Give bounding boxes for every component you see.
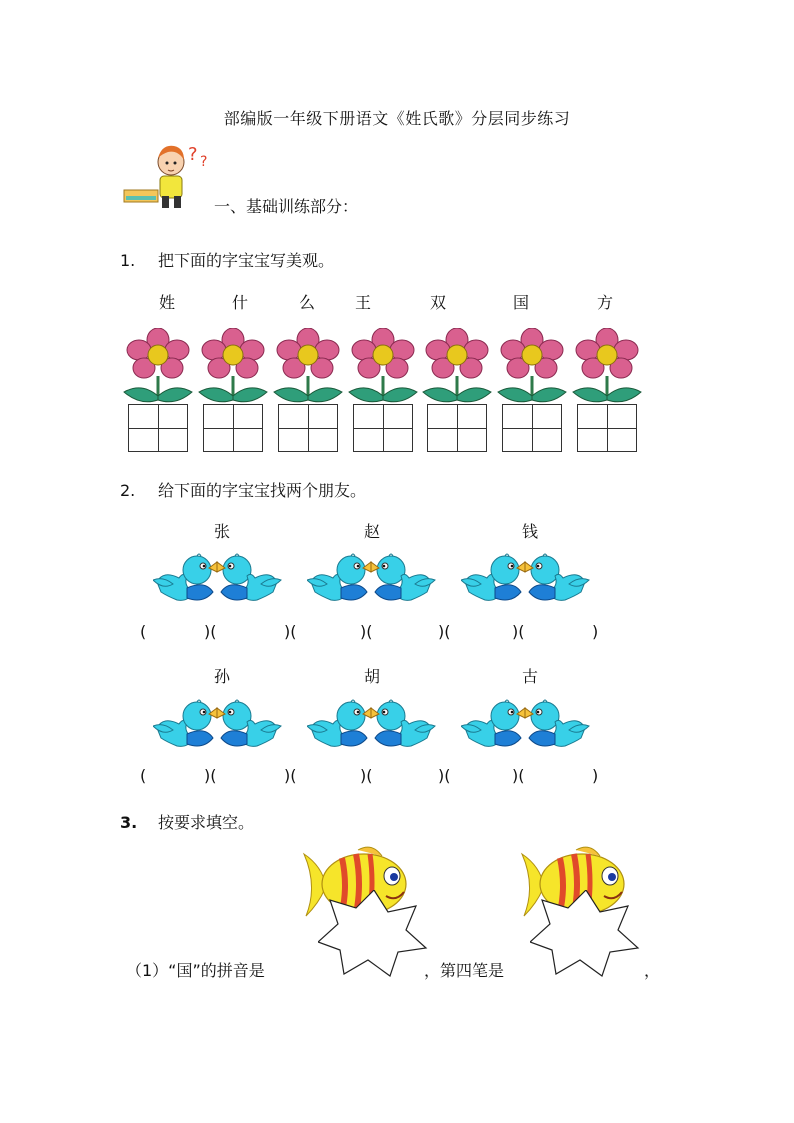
page-title: 部编版一年级下册语文《姓氏歌》分层同步练习 bbox=[223, 109, 571, 128]
surname-char: 孙 bbox=[213, 667, 230, 686]
answer-paren: )( bbox=[438, 766, 451, 785]
question-number: 2. bbox=[120, 481, 136, 500]
surname-char: 胡 bbox=[363, 667, 380, 686]
flower-illustration bbox=[347, 328, 419, 404]
answer-star-box[interactable] bbox=[318, 890, 428, 978]
question-2 bbox=[120, 478, 366, 501]
answer-star-box[interactable] bbox=[530, 890, 640, 978]
sub-question-1-prefix: （1）“国”的拼音是 bbox=[126, 961, 265, 980]
question-prompt: 按要求填空。 bbox=[158, 813, 255, 832]
flower-illustration bbox=[122, 328, 194, 404]
flower-illustration bbox=[197, 328, 269, 404]
answer-paren: )( bbox=[512, 766, 525, 785]
question-prompt: 给下面的字宝宝找两个朋友。 bbox=[158, 481, 367, 500]
sub-question-1-end: ， bbox=[644, 961, 661, 980]
surname-char: 钱 bbox=[521, 522, 538, 541]
thinking-boy-illustration bbox=[122, 140, 214, 212]
question-3 bbox=[120, 810, 254, 833]
birds-illustration bbox=[307, 552, 437, 614]
question-number: 3. bbox=[120, 813, 138, 832]
birds-illustration bbox=[461, 552, 591, 614]
practice-char: 姓 bbox=[158, 293, 175, 312]
surname-char: 张 bbox=[213, 522, 230, 541]
flower-illustration bbox=[496, 328, 568, 404]
question-number: 1. bbox=[120, 251, 136, 270]
writing-grid[interactable] bbox=[128, 404, 188, 452]
question-prompt: 把下面的字宝宝写美观。 bbox=[158, 251, 335, 270]
answer-paren: ( bbox=[140, 766, 147, 785]
flower-illustration bbox=[421, 328, 493, 404]
answer-paren: )( bbox=[284, 766, 297, 785]
writing-grid[interactable] bbox=[353, 404, 413, 452]
practice-char: 么 bbox=[298, 293, 315, 312]
practice-char: 方 bbox=[596, 293, 613, 312]
sub-question-1-middle: ，第四笔是 bbox=[424, 961, 505, 980]
practice-char: 国 bbox=[512, 293, 529, 312]
answer-paren: )( bbox=[284, 622, 297, 641]
answer-paren: ) bbox=[592, 622, 599, 641]
flower-illustration bbox=[571, 328, 643, 404]
writing-grid[interactable] bbox=[427, 404, 487, 452]
practice-char: 什 bbox=[231, 293, 248, 312]
surname-char: 赵 bbox=[363, 522, 380, 541]
birds-illustration bbox=[461, 698, 591, 760]
question-1 bbox=[120, 248, 334, 271]
answer-paren: ( bbox=[140, 622, 147, 641]
answer-paren: )( bbox=[204, 622, 217, 641]
practice-char: 双 bbox=[429, 293, 446, 312]
practice-char: 王 bbox=[354, 293, 371, 312]
birds-illustration bbox=[153, 698, 283, 760]
answer-paren: )( bbox=[204, 766, 217, 785]
surname-char: 古 bbox=[521, 667, 538, 686]
answer-paren: )( bbox=[360, 622, 373, 641]
answer-paren: )( bbox=[512, 622, 525, 641]
birds-illustration bbox=[153, 552, 283, 614]
writing-grid[interactable] bbox=[203, 404, 263, 452]
svg-text:?: ? bbox=[188, 144, 198, 165]
svg-text:?: ? bbox=[200, 154, 208, 170]
answer-paren: )( bbox=[360, 766, 373, 785]
section-heading: 一、基础训练部分： bbox=[214, 197, 359, 216]
birds-illustration bbox=[307, 698, 437, 760]
writing-grid[interactable] bbox=[502, 404, 562, 452]
writing-grid[interactable] bbox=[577, 404, 637, 452]
answer-paren: )( bbox=[438, 622, 451, 641]
writing-grid[interactable] bbox=[278, 404, 338, 452]
answer-paren: ) bbox=[592, 766, 599, 785]
flower-illustration bbox=[272, 328, 344, 404]
